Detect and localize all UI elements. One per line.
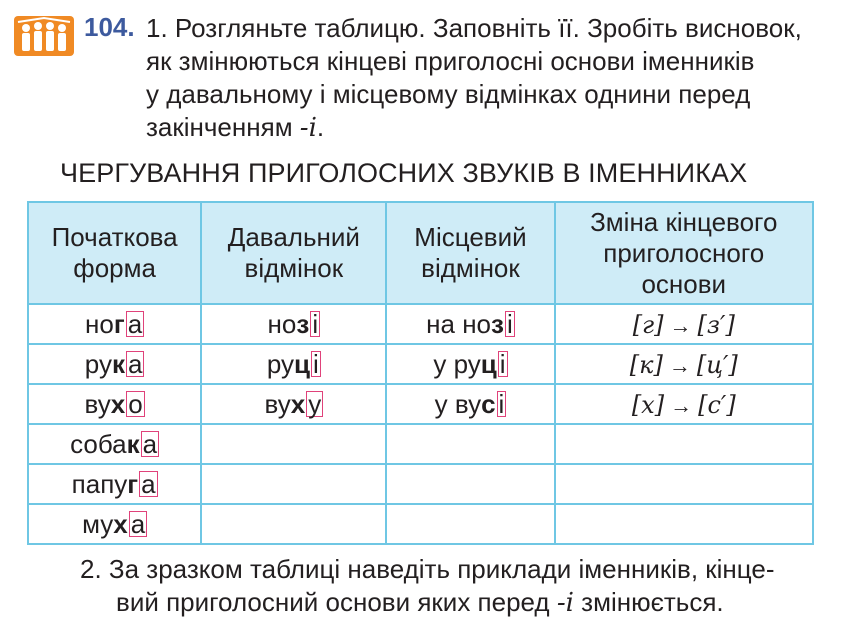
table-row (28, 384, 813, 424)
cell-change: [г] → [з′] (555, 304, 813, 344)
arrow-right-icon: → (668, 352, 691, 378)
cell-locative: у вус і (386, 384, 554, 424)
ending-box: а (127, 308, 143, 339)
ending-box: і (506, 308, 513, 339)
task-1-line: у давальному і місцевому відмінках однини перед (146, 79, 751, 109)
cell-initial: рук а (28, 344, 201, 384)
ending-box: о (128, 388, 143, 419)
task-2 (80, 553, 775, 620)
ending-box: і (498, 388, 505, 419)
ending-box: а (142, 428, 158, 459)
cell-initial: мух а (28, 504, 201, 544)
cell-dative-empty[interactable] (201, 504, 386, 544)
ending-box: а (141, 468, 156, 499)
cell-dative: вух у (201, 384, 386, 424)
cell-dative-empty[interactable] (201, 464, 386, 504)
cell-locative-empty[interactable] (386, 504, 554, 544)
task-2-line: вий приголосний основи яких перед -і змінюється. (116, 587, 724, 618)
cell-change-empty[interactable] (555, 464, 813, 504)
cell-change-empty[interactable] (555, 424, 813, 464)
cell-dative: руц і (201, 344, 386, 384)
table-row (28, 344, 813, 384)
ending-box: а (130, 508, 146, 539)
cell-dative: ноз і (201, 304, 386, 344)
ending-box: і (499, 348, 506, 379)
cell-locative: у руц і (386, 344, 554, 384)
header-initial-form: Початкова форма (28, 202, 201, 304)
table-row (28, 504, 813, 544)
arrow-right-icon: → (669, 312, 692, 338)
group-work-icon (14, 16, 74, 56)
table-row (28, 424, 813, 464)
cell-initial: вух о (28, 384, 201, 424)
consonant-alternation-table (27, 201, 814, 545)
ending-box: у (308, 388, 322, 419)
task-2-line: 2. За зразком таблиці наведіть приклади іменників, кінце- (80, 554, 775, 584)
cell-locative: на ноз і (386, 304, 554, 344)
arrow-right-icon: → (670, 392, 693, 418)
task-1-line: як змінюються кінцеві приголосні основи іменників (146, 46, 755, 76)
task-1-line: 1. Розгляньте таблицю. Заповніть її. Зробіть висновок, (146, 13, 802, 43)
cell-locative-empty[interactable] (386, 424, 554, 464)
cell-change: [к] → [ц′] (555, 344, 813, 384)
header-dative: Давальний відмінок (201, 202, 386, 304)
ending-box: і (313, 348, 319, 379)
header-locative: Місцевий відмінок (386, 202, 554, 304)
table-header-row (28, 202, 813, 304)
ending-box: і (312, 308, 319, 339)
cell-initial: ног а (28, 304, 201, 344)
cell-change: [х] → [с′] (555, 384, 813, 424)
table-row (28, 464, 813, 504)
cell-dative-empty[interactable] (201, 424, 386, 464)
task-1-line: закінченням -і. (146, 112, 325, 143)
ending-box: а (127, 348, 143, 379)
ending-i: -і (299, 113, 317, 143)
cell-initial: собак а (28, 424, 201, 464)
cell-initial: папуг а (28, 464, 201, 504)
header-change: Зміна кінцевого приголосного основи (555, 202, 813, 304)
cell-locative-empty[interactable] (386, 464, 554, 504)
ending-i: -і (556, 588, 574, 618)
task-1 (146, 12, 826, 145)
table-title: ЧЕРГУВАННЯ ПРИГОЛОСНИХ ЗВУКІВ В ІМЕННИКАХ (60, 158, 748, 188)
cell-change-empty[interactable] (555, 504, 813, 544)
exercise-number: 104. (84, 12, 135, 42)
table-row (28, 304, 813, 344)
